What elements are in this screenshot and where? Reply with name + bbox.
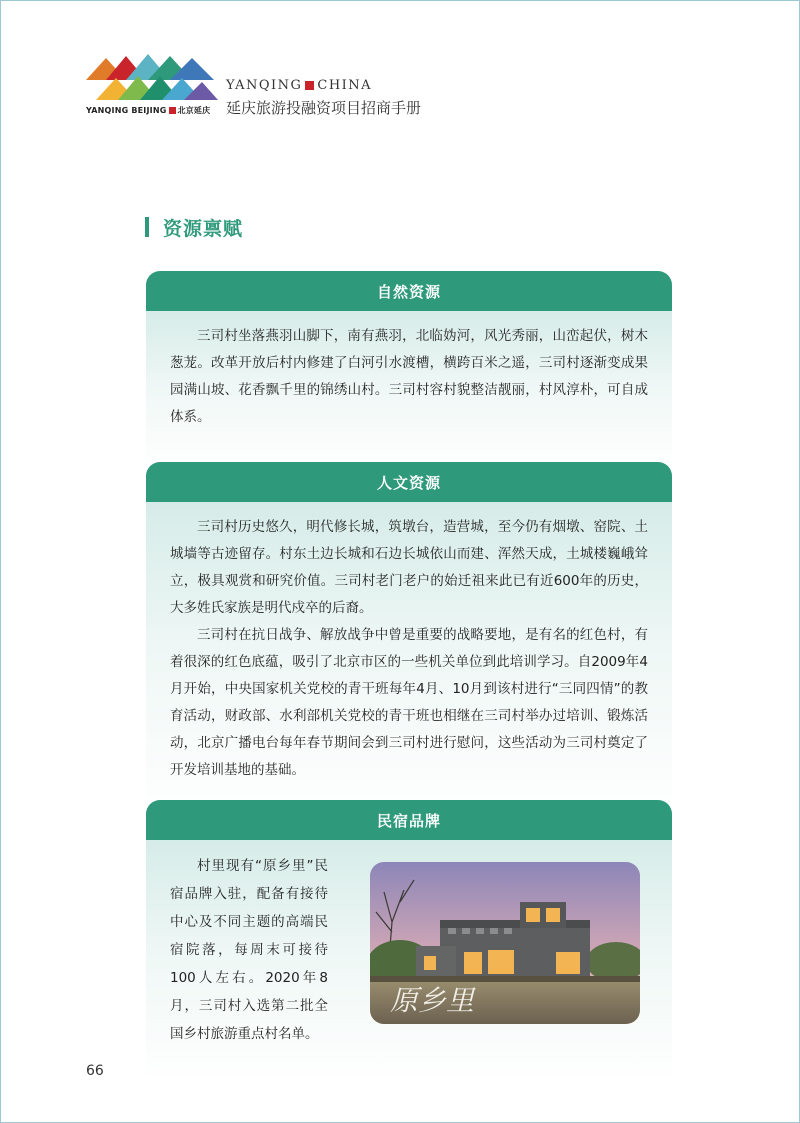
card-natural-resources — [146, 271, 672, 469]
card-culture-title: 人文资源 — [146, 462, 672, 502]
logo-caption — [86, 105, 210, 116]
card-natural-body — [146, 311, 672, 469]
logo-caption-en: YANQING BEIJING — [86, 106, 167, 115]
page-number: 66 — [86, 1063, 104, 1079]
card-brand-body — [146, 840, 672, 1082]
brand-chinese: 延庆旅游投融资项目招商手册 — [226, 99, 422, 117]
section-title-text: 资源禀赋 — [163, 217, 244, 240]
card-natural-title: 自然资源 — [146, 271, 672, 311]
paragraph: 三司村坐落燕羽山脚下，南有燕羽，北临妫河，风光秀丽，山峦起伏，树木葱茏。改革开放后村内修建了白河引水渡槽，横跨百米之遥，三司村逐渐变成果园满山坡、花香飘千里的锦绣山村。三司村容村貌整洁靓丽，村风淳朴，可自成体系。 — [170, 328, 648, 425]
header — [86, 52, 686, 122]
yanqing-logo-icon — [86, 52, 218, 102]
section-title-bar — [145, 217, 149, 237]
card-homestay-brand — [146, 800, 672, 1082]
homestay-photo-illustration — [370, 862, 640, 1024]
brand-en-left: YANQING — [226, 78, 303, 93]
section-title — [145, 214, 243, 240]
card-cultural-resources — [146, 462, 672, 820]
homestay-photo — [370, 862, 640, 1024]
paragraph: 三司村在抗日战争、解放战争中曾是重要的战略要地，是有名的红色村，有着很深的红色底蕴，吸引了北京市区的一些机关单位到此培训学习。自2009年4月开始，中央国家机关党校的青干班每年4月、10月到该村进行“三同四情”的教育活动，财政部、水利部机关党校的青干班也相继在三司村举办过培训、锻炼活动，北京广播电台每年春节期间会到三司村进行慰问，这些活动为三司村奠定了开发培训基地的基础。 — [170, 627, 648, 778]
logo-caption-cn: 北京延庆 — [177, 106, 211, 115]
paragraph: 三司村历史悠久，明代修长城，筑墩台，造营城，至今仍有烟墩、窑院、土城墙等古迹留存。村东土边长城和石边长城依山而建、浑然天成，土城楼巍峨耸立，极具观赏和研究价值。三司村老门老户的始迁祖来此已有近600年的历史，大多姓氏家族是明代戍卒的后裔。 — [170, 519, 648, 616]
card-culture-body — [146, 502, 672, 820]
card-brand-title: 民宿品牌 — [146, 800, 672, 840]
brand-english — [226, 78, 372, 93]
seal-icon — [305, 81, 314, 90]
brand-en-right: CHINA — [317, 78, 373, 93]
photo-sign-text: 原乡里 — [390, 984, 475, 1017]
seal-icon — [169, 107, 176, 114]
paragraph: 村里现有“原乡里”民宿品牌入驻，配备有接待中心及不同主题的高端民宿院落，每周末可接待100人左右。2020年8月，三司村入选第二批全国乡村旅游重点村名单。 — [170, 858, 328, 1042]
